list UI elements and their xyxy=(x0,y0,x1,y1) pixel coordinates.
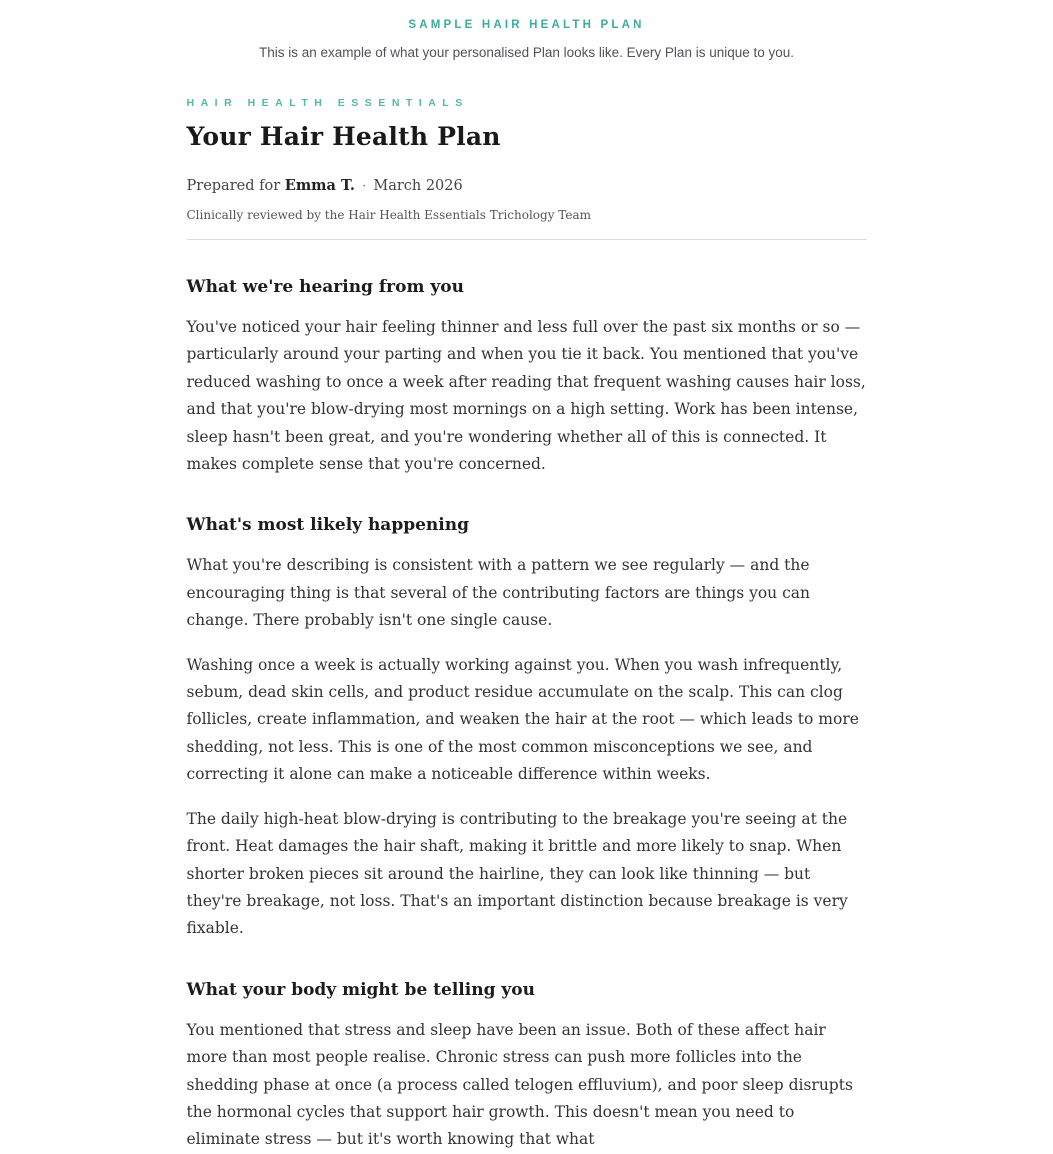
sample-plan-label: SAMPLE HAIR HEALTH PLAN xyxy=(408,19,645,31)
plan-document xyxy=(187,97,867,1154)
section-body-telling-you xyxy=(187,980,867,1154)
section-heading: What we're hearing from you xyxy=(186,277,464,297)
client-name: Emma T. xyxy=(284,177,355,194)
byline xyxy=(187,177,867,194)
sample-plan-subtitle: This is an example of what your personalised Plan looks like. Every Plan is unique to you. xyxy=(258,45,795,60)
byline-prefix: Prepared for xyxy=(186,178,281,194)
page-title: Your Hair Health Plan xyxy=(186,122,501,151)
section-paragraph: Washing once a week is actually working against you. When you wash infrequently, sebum, dead skin cells, and product residue accumulate on the scalp. This can clog follicles, create inflammation, and weaken the hair at the root — which leads to more shedding, not less. This is one of the most common misconceptions we see, and correcting it alone can make a noticeable difference within weeks. xyxy=(186,655,859,784)
brand-eyebrow: HAIR HEALTH ESSENTIALS xyxy=(186,97,469,109)
section-paragraph: You mentioned that stress and sleep have been an issue. Both of these affect hair more than most people realise. Chronic stress can push more follicles into the shedding phase at once (a process called telogen effluvium), and poor sleep disrupts the hormonal cycles that support hair growth. This doesn't mean you need to eliminate stress — but it's worth knowing that what xyxy=(186,1020,853,1149)
clinical-review-note: Clinically reviewed by the Hair Health Essentials Trichology Team xyxy=(186,208,591,222)
section-heading: What your body might be telling you xyxy=(186,979,535,1000)
section-paragraph: The daily high-heat blow-drying is contributing to the breakage you're seeing at the front. Heat damages the hair shaft, making it brittle and more likely to snap. When shorter broken pieces sit around the hairline, they can look like thinning — but they're breakage, not loss. That's an important distinction because breakage is very fixable. xyxy=(186,809,848,938)
section-paragraph: What you're describing is consistent with a pattern we see regularly — and the encouraging thing is that several of the contributing factors are things you can change. There probably isn't one single cause. xyxy=(186,556,810,630)
section-paragraph: You've noticed your hair feeling thinner and less full over the past six months or so — particularly around your parting and when you tie it back. You mentioned that you've reduced washing to once a week after reading that frequent washing causes hair loss, and that you're blow-drying most mornings on a high setting. Work has been intense, sleep hasn't been great, and you're wondering whether all of this is connected. It makes complete sense that you're concerned. xyxy=(186,318,866,474)
header-divider xyxy=(187,239,867,240)
plan-date: March 2026 xyxy=(373,178,463,194)
sample-banner xyxy=(0,0,1053,60)
section-most-likely-happening xyxy=(187,515,867,942)
section-heading: What's most likely happening xyxy=(186,515,469,536)
section-hearing-from-you xyxy=(187,277,867,478)
byline-separator: · xyxy=(362,179,367,194)
